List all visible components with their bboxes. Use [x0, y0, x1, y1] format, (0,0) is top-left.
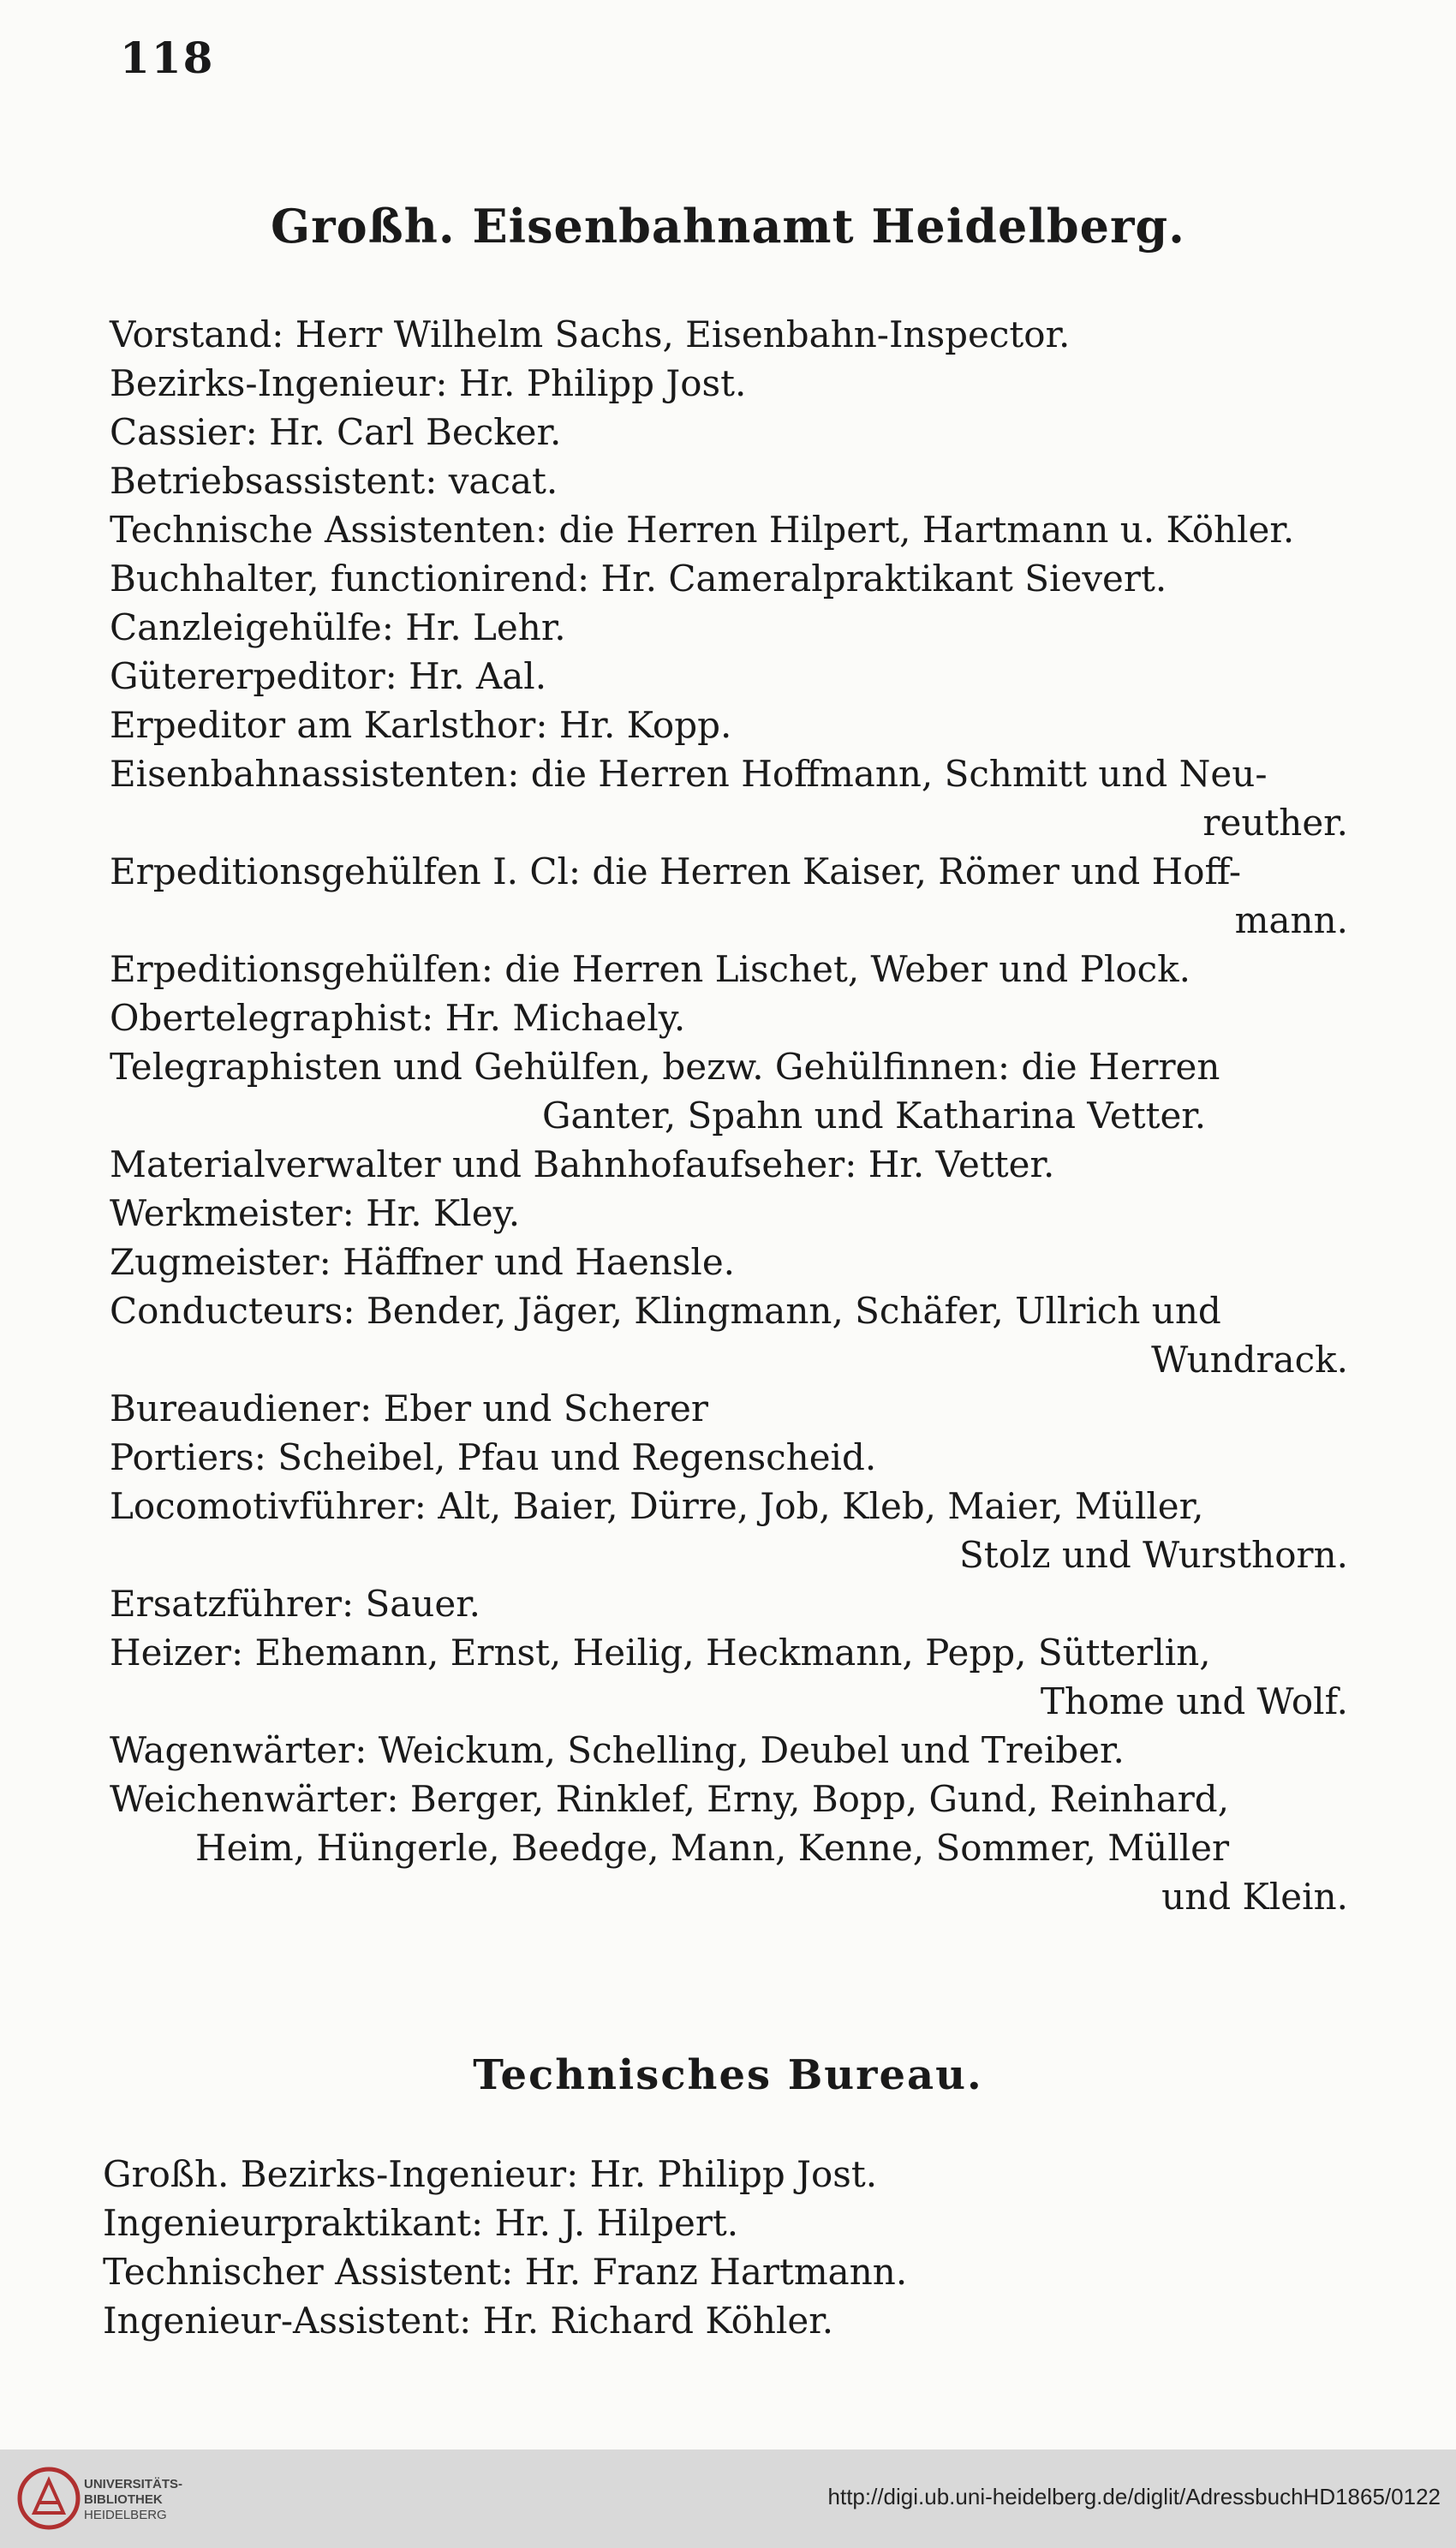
directory-entry: Vorstand: Herr Wilhelm Sachs, Eisenbahn-Inspector.	[110, 313, 1071, 355]
viewer-footer	[0, 2450, 1456, 2548]
technical-bureau-entries	[103, 2150, 1353, 2345]
directory-entry: Materialverwalter und Bahnhofaufseher: Hr. Vetter.	[110, 1143, 1055, 1185]
entry-continuation: Wundrack.	[1151, 1339, 1348, 1381]
directory-entry: Conducteurs: Bender, Jäger, Klingmann, Schäfer, Ullrich und	[110, 1290, 1221, 1332]
directory-entry: Gütererpeditor: Hr. Aal.	[110, 655, 547, 697]
directory-entry: Obertelegraphist: Hr. Michaely.	[110, 997, 686, 1039]
directory-entry: Technische Assistenten: die Herren Hilpert, Hartmann u. Köhler.	[110, 509, 1295, 551]
directory-entry: Bureaudiener: Eber und Scherer	[110, 1387, 708, 1429]
directory-entry: Ingenieur-Assistent: Hr. Richard Köhler.	[103, 2300, 834, 2342]
entry-continuation: reuther.	[1202, 802, 1348, 844]
directory-entry: Ersatzführer: Sauer.	[110, 1583, 481, 1625]
directory-entry: Ingenieurpraktikant: Hr. J. Hilpert.	[103, 2202, 739, 2244]
page-number: 118	[120, 33, 215, 83]
source-url-link[interactable]: http://digi.ub.uni-heidelberg.de/diglit/AdressbuchHD1865/0122	[827, 2484, 1441, 2509]
directory-entry: Eisenbahnassistenten: die Herren Hoffmann, Schmitt und Neu-	[110, 753, 1268, 795]
directory-entry: Buchhalter, functionirend: Hr. Cameralpraktikant Sievert.	[110, 558, 1167, 600]
directory-entry: Betriebsassistent: vacat.	[110, 460, 558, 502]
section-title: Technisches Bureau.	[473, 2051, 983, 2099]
directory-entries	[110, 310, 1360, 1921]
entry-continuation: mann.	[1234, 899, 1348, 941]
library-name: UNIVERSITÄTS- BIBLIOTHEK HEIDELBERG	[84, 2477, 183, 2522]
entry-continuation: Thome und Wolf.	[1040, 1680, 1348, 1722]
directory-entry: Telegraphisten und Gehülfen, bezw. Gehülfinnen: die Herren	[110, 1046, 1220, 1088]
entry-continuation: Heim, Hüngerle, Beedge, Mann, Kenne, Sommer, Müller	[195, 1827, 1230, 1869]
entry-continuation: und Klein.	[1161, 1876, 1348, 1918]
directory-entry: Erpeditionsgehülfen I. Cl: die Herren Kaiser, Römer und Hoff-	[110, 850, 1242, 892]
directory-entry: Locomotivführer: Alt, Baier, Dürre, Job, Kleb, Maier, Müller,	[110, 1485, 1204, 1527]
page-title: Großh. Eisenbahnamt Heidelberg.	[271, 199, 1185, 254]
directory-entry: Canzleigehülfe: Hr. Lehr.	[110, 606, 566, 648]
directory-entry: Erpeditor am Karlsthor: Hr. Kopp.	[110, 704, 732, 746]
directory-entry: Wagenwärter: Weickum, Schelling, Deubel und Treiber.	[110, 1729, 1125, 1771]
entry-continuation: Stolz und Wursthorn.	[958, 1534, 1348, 1576]
entry-continuation: Ganter, Spahn und Katharina Vetter.	[542, 1095, 1207, 1137]
directory-entry: Großh. Bezirks-Ingenieur: Hr. Philipp Jost.	[103, 2153, 878, 2195]
directory-entry: Werkmeister: Hr. Kley.	[110, 1192, 521, 1234]
university-seal-icon	[15, 2465, 82, 2532]
directory-entry: Erpeditionsgehülfen: die Herren Lischet, Weber und Plock.	[110, 948, 1190, 990]
directory-entry: Weichenwärter: Berger, Rinklef, Erny, Bopp, Gund, Reinhard,	[110, 1778, 1230, 1820]
directory-entry: Bezirks-Ingenieur: Hr. Philipp Jost.	[110, 362, 747, 404]
directory-entry: Portiers: Scheibel, Pfau und Regenscheid.	[110, 1436, 877, 1478]
directory-entry: Technischer Assistent: Hr. Franz Hartmann.	[103, 2251, 908, 2293]
directory-entry: Zugmeister: Häffner und Haensle.	[110, 1241, 736, 1283]
directory-entry: Cassier: Hr. Carl Becker.	[110, 411, 562, 453]
directory-entry: Heizer: Ehemann, Ernst, Heilig, Heckmann, Pepp, Sütterlin,	[110, 1632, 1211, 1674]
